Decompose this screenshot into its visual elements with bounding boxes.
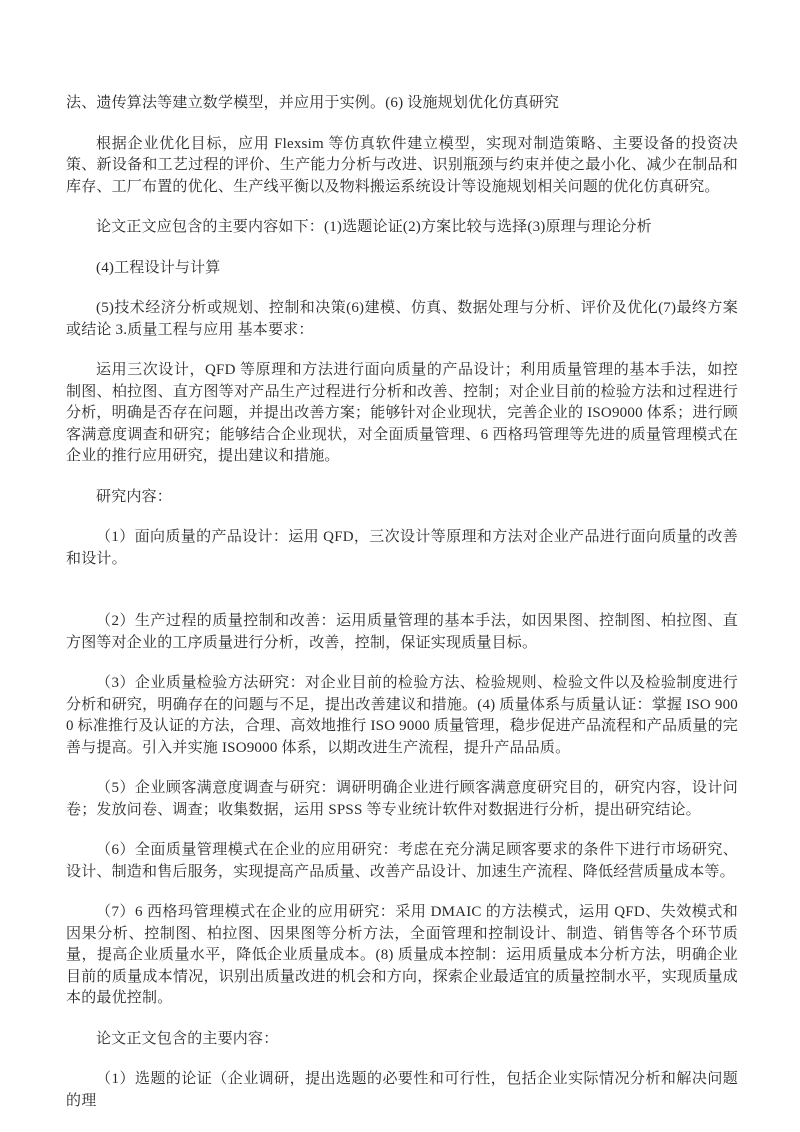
document-paragraph: （3）企业质量检验方法研究：对企业目前的检验方法、检验规则、检验文件以及检验制度进行分析和研究，明确存在的问题与不足，提出改善建议和措施。(4) 质量体系与质量认证：掌握 ISO 9000 标准推行及认证的方法，合理、高效地推行 ISO 9000 质量管理，稳步促进产品流程和产品质量的完善与提高。引入并实施 ISO9000 体系，以期改进生产流程，提升产品品质。 [66, 675, 738, 756]
document-paragraph: 法、遗传算法等建立数学模型，并应用于实例。(6) 设施规划优化仿真研究 [66, 95, 560, 111]
document-paragraph: 研究内容： [96, 488, 173, 505]
document-paragraph: (5)技术经济分析或规划、控制和决策(6)建模、仿真、数据处理与分析、评价及优化(7)最终方案或结论 3.质量工程与应用 基本要求： [66, 300, 738, 338]
document-paragraph: 运用三次设计，QFD 等原理和方法进行面向质量的产品设计；利用质量管理的基本手法，如控制图、柏拉图、直方图等对产品生产过程进行分析和改善、控制；对企业目前的检验方法和过程进行分析，明确是否存在问题，并提出改善方案；能够针对企业现状，完善企业的 ISO9000 体系；进行顾客满意度调查和研究；能够结合企业现状，对全面质量管理、6 西格玛管理等先进的质量管理模式在企业的推行应用研究，提出建议和措施。 [66, 362, 738, 464]
document-paragraph: （5）企业顾客满意度调查与研究：调研明确企业进行顾客满意度研究目的，研究内容，设计问卷；发放问卷、调查；收集数据，运用 SPSS 等专业统计软件对数据进行分析，提出研究结论。 [66, 780, 738, 818]
document-paragraph: 根据企业优化目标，应用 Flexsim 等仿真软件建立模型，实现对制造策略、主要设备的投资决策、新设备和工艺过程的评价、生产能力分析与改进、识别瓶颈与约束并使之最小化、减少在制品和库存、工厂布置的优化、生产线平衡以及物料搬运系统设计等设施规划相关问题的优化仿真研究。 [66, 135, 738, 195]
document-paragraph: （7）6 西格玛管理模式在企业的应用研究：采用 DMAIC 的方法模式，运用 QFD、失效模式和因果分析、控制图、柏拉图、因果图等分析方法，全面管理和控制设计、制造、销售等各个环节质量，提高企业质量水平，降低企业质量成本。(8) 质量成本控制：运用质量成本分析方法，明确企业目前的质量成本情况，识别出质量改进的机会和方向，探索企业最适宜的质量控制水平，实现质量成本的最优控制。 [66, 904, 738, 1006]
document-paragraph: （6）全面质量管理模式在企业的应用研究：考虑在充分满足顾客要求的条件下进行市场研究、设计、制造和售后服务，实现提高产品质量、改善产品设计、加速生产流程、降低经营质量成本等。 [66, 842, 738, 880]
document-body [66, 93, 738, 1112]
document-paragraph: （2）生产过程的质量控制和改善：运用质量管理的基本手法，如因果图、控制图、柏拉图、直方图等对企业的工序质量进行分析，改善，控制，保证实现质量目标。 [66, 613, 738, 651]
document-paragraph: （1）选题的论证（企业调研，提出选题的必要性和可行性，包括企业实际情况分析和解决问题的理 [66, 1071, 738, 1109]
document-paragraph: 论文正文包含的主要内容： [96, 1030, 279, 1047]
document-paragraph: （1）面向质量的产品设计：运用 QFD，三次设计等原理和方法对企业产品进行面向质量的改善和设计。 [66, 529, 738, 567]
document-paragraph: 论文正文应包含的主要内容如下：(1)选题论证(2)方案比较与选择(3)原理与理论分析 [96, 219, 652, 235]
document-paragraph: (4)工程设计与计算 [96, 259, 221, 276]
